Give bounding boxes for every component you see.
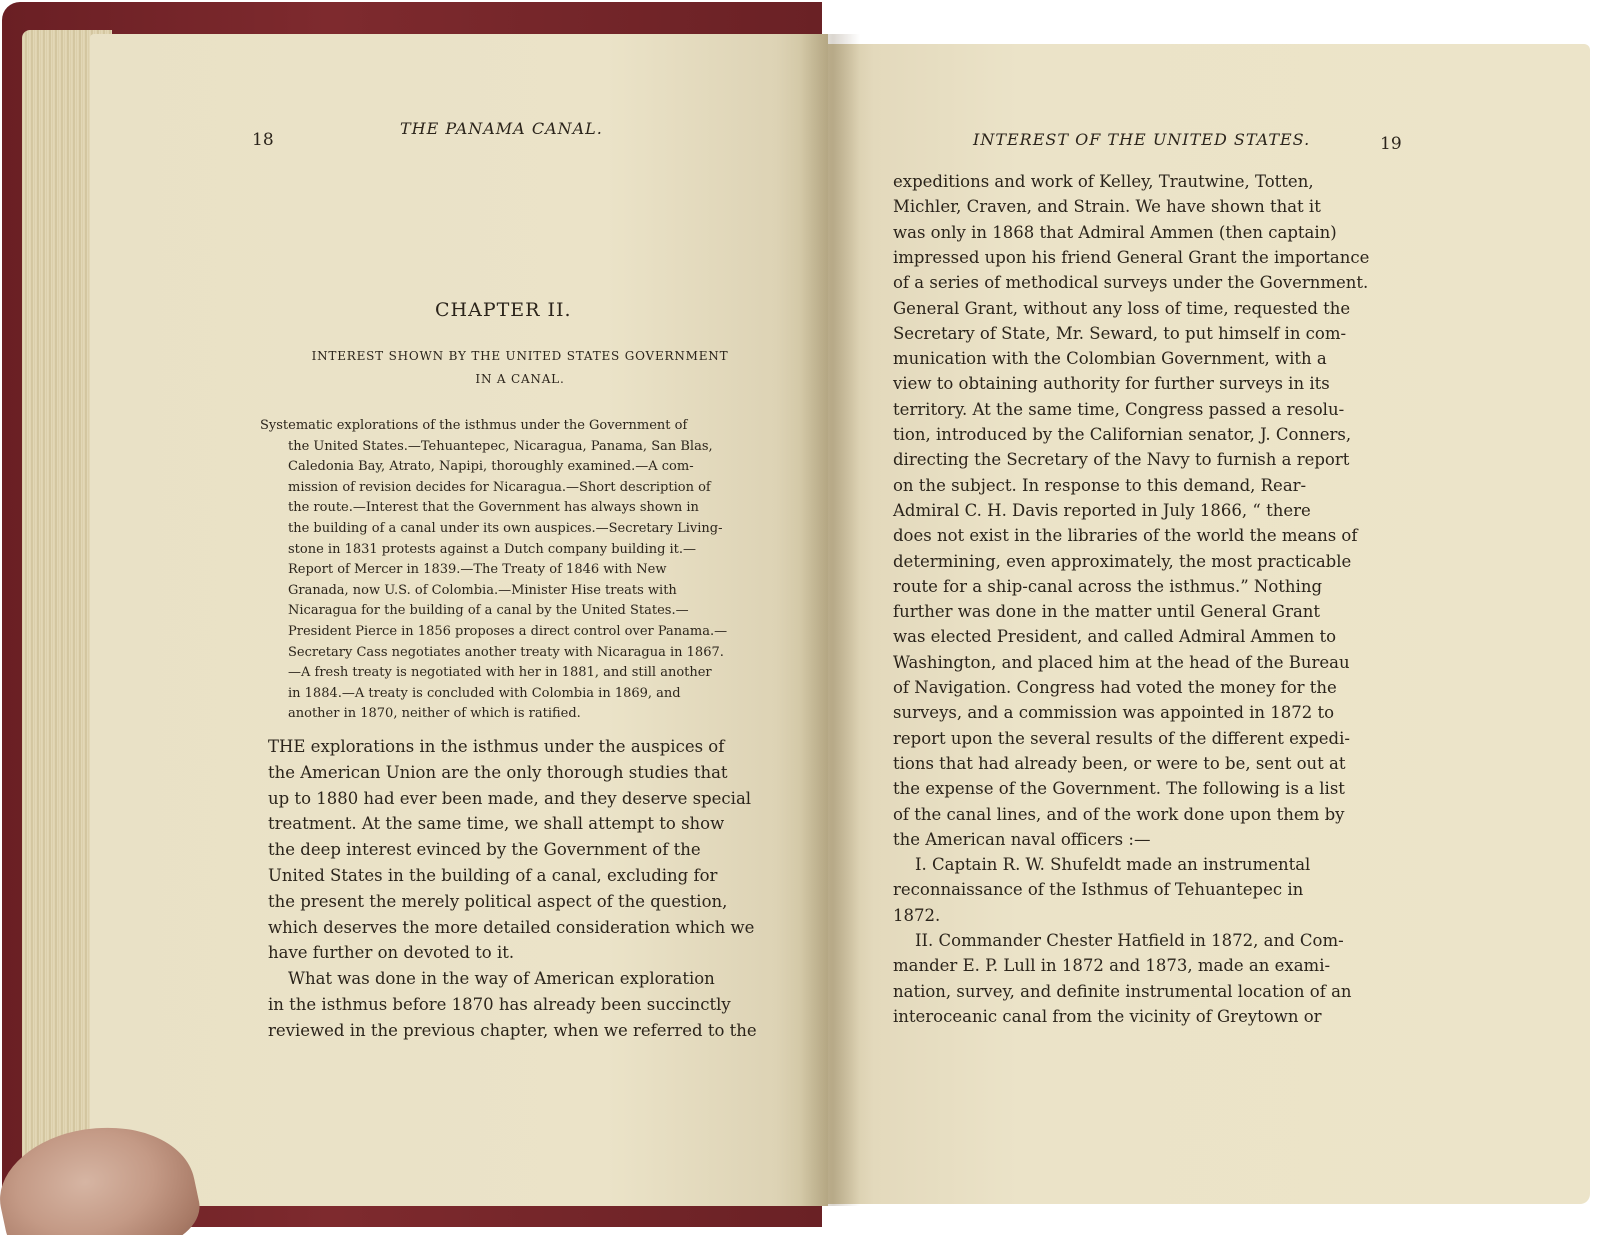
body-text-line: the expense of the Government. The following is a list — [893, 779, 1345, 799]
body-text-line: THE explorations in the isthmus under the auspices of — [268, 737, 725, 756]
page-number: 18 — [252, 130, 274, 150]
body-text-line: of a series of methodical surveys under the Government. — [893, 273, 1369, 293]
body-text-line: was only in 1868 that Admiral Ammen (then captain) — [893, 222, 1337, 242]
synopsis-line: Secretary Cass negotiates another treaty with Nicaragua in 1867. — [288, 644, 724, 660]
synopsis-line: another in 1870, neither of which is ratified. — [288, 706, 581, 722]
synopsis-line: Report of Mercer in 1839.—The Treaty of 1846 with New — [288, 562, 667, 578]
body-text-line: the deep interest evinced by the Government of the — [268, 840, 701, 860]
body-text-line: reviewed in the previous chapter, when we referred to the — [268, 1020, 757, 1040]
body-text-line: does not exist in the libraries of the world the means of — [893, 526, 1358, 546]
synopsis-line: Nicaragua for the building of a canal by the United States.— — [288, 603, 689, 619]
body-text-line: II. Commander Chester Hatfield in 1872, and Com- — [915, 931, 1344, 950]
body-text-line: treatment. At the same time, we shall attempt to show — [268, 814, 725, 834]
synopsis-line: in 1884.—A treaty is concluded with Colombia in 1869, and — [288, 685, 681, 701]
synopsis-line: the route.—Interest that the Government has always shown in — [288, 500, 699, 516]
right-page — [828, 44, 1590, 1204]
body-text-line: further was done in the matter until General Grant — [893, 602, 1321, 622]
body-text-line: the present the merely political aspect of the question, — [268, 891, 728, 911]
body-text-line: the American Union are the only thorough studies that — [268, 762, 728, 782]
body-text-line: tion, introduced by the Californian senator, J. Conners, — [893, 425, 1352, 444]
body-text-line: United States in the building of a canal, excluding for — [268, 866, 718, 885]
body-text-line: view to obtaining authority for further surveys in its — [893, 374, 1330, 394]
synopsis-line: Systematic explorations of the isthmus under the Government of — [260, 418, 688, 433]
body-text-line: up to 1880 had ever been made, and they deserve special — [268, 788, 752, 808]
body-text-line: the American naval officers :— — [893, 829, 1151, 849]
synopsis-line: President Pierce in 1856 proposes a direct control over Panama.— — [288, 624, 728, 639]
body-text-line: in the isthmus before 1870 has already been succinctly — [268, 995, 731, 1014]
body-text-line: of Navigation. Congress had voted the money for the — [893, 678, 1337, 697]
body-text-line: mander E. P. Lull in 1872 and 1873, made an exami- — [893, 956, 1331, 976]
body-text-line: expeditions and work of Kelley, Trautwine, Totten, — [893, 172, 1314, 191]
body-text-line: territory. At the same time, Congress passed a resolu- — [893, 399, 1345, 419]
body-text-line: have further on devoted to it. — [268, 943, 515, 963]
body-text-line: impressed upon his friend General Grant the importance — [893, 247, 1370, 267]
running-head: THE PANAMA CANAL. — [400, 119, 603, 138]
chapter-subtitle-line: IN A CANAL. — [475, 372, 565, 386]
body-text-line: determining, even approximately, the most practicable — [893, 551, 1352, 571]
body-text-line: Admiral C. H. Davis reported in July 1866, “ there — [893, 500, 1311, 520]
chapter-subtitle-line: INTEREST SHOWN BY THE UNITED STATES GOVERNMENT — [311, 349, 729, 363]
synopsis-line: stone in 1831 protests against a Dutch company building it.— — [288, 541, 697, 557]
body-text-line: of the canal lines, and of the work done upon them by — [893, 804, 1345, 824]
synopsis-line: mission of revision decides for Nicaragua.—Short description of — [288, 479, 711, 495]
body-text-line: route for a ship-canal across the isthmus.” Nothing — [893, 576, 1323, 596]
body-text-line: tions that had already been, or were to be, sent out at — [893, 753, 1346, 773]
body-text-line: General Grant, without any loss of time, requested the — [893, 298, 1351, 318]
running-head: INTEREST OF THE UNITED STATES. — [973, 130, 1311, 149]
body-text-line: interoceanic canal from the vicinity of Greytown or — [893, 1006, 1322, 1026]
body-text-line: 1872. — [893, 905, 941, 925]
body-text-line: munication with the Colombian Government, with a — [893, 349, 1327, 369]
body-text-line: nation, survey, and definite instrumental location of an — [893, 981, 1352, 1001]
synopsis-line: Caledonia Bay, Atrato, Napipi, thoroughly examined.—A com- — [288, 459, 694, 475]
synopsis-line: the United States.—Tehuantepec, Nicaragua, Panama, San Blas, — [288, 438, 713, 454]
body-text-line: directing the Secretary of the Navy to furnish a report — [893, 450, 1350, 470]
body-text-line: reconnaissance of the Isthmus of Tehuantepec in — [893, 880, 1304, 900]
body-text-line: on the subject. In response to this demand, Rear- — [893, 475, 1307, 495]
synopsis-line: the building of a canal under its own auspices.—Secretary Living- — [288, 521, 723, 536]
body-text-line: I. Captain R. W. Shufeldt made an instrumental — [915, 855, 1311, 875]
body-text-line: What was done in the way of American exploration — [288, 969, 715, 989]
body-text-line: report upon the several results of the different expedi- — [893, 728, 1350, 748]
body-text-line: was elected President, and called Admiral Ammen to — [893, 627, 1337, 647]
synopsis-line: Granada, now U.S. of Colombia.—Minister Hise treats with — [288, 582, 677, 598]
body-text-line: surveys, and a commission was appointed in 1872 to — [893, 703, 1335, 723]
chapter-title: CHAPTER II. — [435, 299, 572, 321]
body-text-line: Washington, and placed him at the head of the Bureau — [893, 652, 1350, 672]
body-text-line: which deserves the more detailed consideration which we — [268, 917, 755, 937]
page-number: 19 — [1380, 134, 1402, 154]
body-text-line: Michler, Craven, and Strain. We have shown that it — [893, 197, 1321, 217]
synopsis-line: —A fresh treaty is negotiated with her in 1881, and still another — [288, 665, 712, 681]
left-page — [90, 34, 828, 1206]
body-text-line: Secretary of State, Mr. Seward, to put himself in com- — [893, 323, 1347, 343]
